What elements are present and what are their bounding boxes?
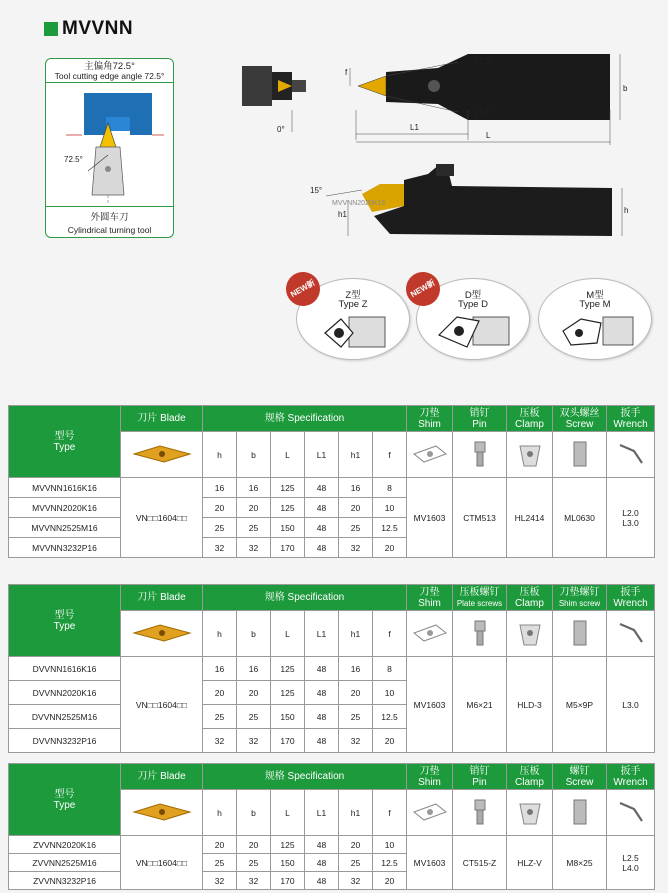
pin-icon (453, 790, 507, 836)
table-row (9, 478, 655, 498)
screw-icon (553, 432, 607, 478)
clamp-icon (507, 790, 553, 836)
accessory-header-cn: 扳手 (620, 407, 641, 419)
model-cell: ZVVNN3232P16 (9, 872, 121, 890)
dim-h: h (624, 206, 629, 215)
accessory-header-en: Screw (565, 418, 594, 430)
spec-cell: 10 (373, 836, 407, 854)
tool-marking: MVVNN2020K16 (332, 200, 386, 207)
spec-cell: 48 (305, 836, 339, 854)
type-m-en: Type M (579, 299, 611, 310)
accessory-value-3: HL2414 (507, 478, 553, 558)
type-z-en: Type Z (338, 299, 368, 310)
spec-cell: 32 (339, 729, 373, 753)
accessory-header-en: Clamp (515, 597, 544, 609)
accessory-header-3 (507, 764, 553, 790)
spec-cell: 125 (271, 657, 305, 681)
spec-cell: 32 (339, 538, 373, 558)
spec-cell: 170 (271, 729, 305, 753)
spec-cell: 170 (271, 538, 305, 558)
accessory-header-cn: 双头螺丝 (559, 407, 600, 419)
spec-col-h: h (203, 611, 237, 657)
clamp-icon (507, 611, 553, 657)
spec-table-1 (8, 405, 655, 558)
dim-angle-bottom: 17.5° (474, 108, 493, 117)
type-z-icon (319, 313, 391, 353)
accessory-header-en: Clamp (515, 776, 544, 788)
callout-caption-cn: 外圆车刀 (46, 206, 173, 223)
accessory-value-1: MV1603 (407, 478, 453, 558)
model-cell: MVVNN2020K16 (9, 498, 121, 518)
accessory-header-1 (407, 406, 453, 432)
accessory-header-4 (553, 764, 607, 790)
blade-icon (121, 432, 203, 478)
dim-h1: h1 (338, 210, 347, 219)
model-cell: DVVNN3232P16 (9, 729, 121, 753)
spec-cell: 25 (237, 854, 271, 872)
type-header (9, 585, 121, 657)
turning-diagram (46, 85, 173, 205)
spec-cell: 25 (237, 518, 271, 538)
spec-cell: 32 (203, 538, 237, 558)
model-cell: MVVNN3232P16 (9, 538, 121, 558)
shim-icon (407, 611, 453, 657)
accessory-header-cn: 压板 (519, 586, 540, 598)
spec-table-3 (8, 763, 655, 890)
accessory-value-1: MV1603 (407, 657, 453, 753)
spec-table-2 (8, 584, 655, 753)
type-z-cn: Z型 (345, 290, 361, 301)
spec-cell: 48 (305, 705, 339, 729)
wrench-icon (607, 790, 655, 836)
model-cell: DVVNN2525M16 (9, 705, 121, 729)
spec-cell: 20 (237, 681, 271, 705)
accessory-value-3: HLD-3 (507, 657, 553, 753)
blade-code-cell: VN□□1604□□ (121, 836, 203, 890)
spec-col-L1: L1 (305, 611, 339, 657)
accessory-header-5 (607, 585, 655, 611)
spec-cell: 25 (203, 705, 237, 729)
screw-icon (553, 611, 607, 657)
table-row (9, 836, 655, 854)
model-cell: MVVNN1616K16 (9, 478, 121, 498)
spec-cell: 150 (271, 518, 305, 538)
spec-cell: 8 (373, 657, 407, 681)
blade-code-cell: VN□□1604□□ (121, 478, 203, 558)
accessory-header-en: Shim (418, 597, 441, 609)
accessory-header-en: Clamp (515, 418, 544, 430)
spec-cell: 150 (271, 854, 305, 872)
type-header-cn: 型号 (54, 788, 75, 800)
blade-icon (121, 790, 203, 836)
model-cell: MVVNN2525M16 (9, 518, 121, 538)
type-d-en: Type D (457, 299, 489, 310)
shim-icon (407, 432, 453, 478)
new-badge-z: NEW新 (280, 266, 326, 312)
type-m-cn: M型 (586, 290, 604, 301)
spec-cell: 32 (237, 872, 271, 890)
type-header (9, 764, 121, 836)
accessory-header-en: Pin (472, 776, 487, 788)
clamp-icon (507, 432, 553, 478)
blade-header: 刀片 Blade (121, 764, 203, 790)
spec-cell: 12.5 (373, 854, 407, 872)
accessory-header-cn: 压板螺钉 (459, 586, 500, 598)
spec-cell: 25 (339, 854, 373, 872)
accessory-header-2 (453, 406, 507, 432)
dim-L1: L1 (410, 123, 419, 132)
accessory-header-en: Shim (418, 776, 441, 788)
type-m-card (538, 278, 652, 360)
type-d-icon (433, 311, 513, 353)
spec-cell: 25 (339, 518, 373, 538)
spec-cell: 20 (203, 498, 237, 518)
new-badge-d: NEW新 (400, 266, 446, 312)
spec-cell: 12.5 (373, 705, 407, 729)
spec-col-h1: h1 (339, 432, 373, 478)
accessory-header-cn: 销钉 (469, 407, 490, 419)
spec-cell: 32 (237, 538, 271, 558)
spec-cell: 48 (305, 681, 339, 705)
spec-cell: 48 (305, 538, 339, 558)
accessory-header-cn: 扳手 (620, 586, 641, 598)
spec-col-L1: L1 (305, 790, 339, 836)
accessory-value-2: M6×21 (453, 657, 507, 753)
callout-title-cn: 主偏角72.5° (84, 61, 135, 72)
type-header (9, 406, 121, 478)
spec-col-L: L (271, 611, 305, 657)
spec-cell: 20 (373, 538, 407, 558)
spec-header: 规格 Specification (203, 585, 407, 611)
spec-col-b: b (237, 611, 271, 657)
spec-cell: 16 (339, 657, 373, 681)
accessory-header-cn: 销钉 (469, 765, 490, 777)
title-marker (44, 22, 58, 36)
table-row (9, 657, 655, 681)
accessory-header-5 (607, 406, 655, 432)
type-d-cn: D型 (464, 290, 482, 301)
accessory-header-en: Screw (565, 776, 594, 788)
dim-L: L (486, 131, 491, 140)
accessory-value-4: M8×25 (553, 836, 607, 890)
spec-cell: 10 (373, 681, 407, 705)
accessory-value-5: L3.0 (607, 657, 655, 753)
accessory-header-4 (553, 585, 607, 611)
model-cell: ZVVNN2020K16 (9, 836, 121, 854)
spec-col-h: h (203, 790, 237, 836)
spec-cell: 16 (237, 478, 271, 498)
accessory-header-3 (507, 406, 553, 432)
accessory-header-2 (453, 585, 507, 611)
dim-f: f (345, 68, 348, 77)
accessory-header-cn: 刀垫 (419, 765, 440, 777)
accessory-header-en: Wrench (613, 776, 648, 788)
spec-cell: 20 (237, 498, 271, 518)
spec-cell: 48 (305, 854, 339, 872)
accessory-value-5: L2.0 L3.0 (607, 478, 655, 558)
spec-col-h1: h1 (339, 790, 373, 836)
spec-cell: 125 (271, 836, 305, 854)
type-header-en: Type (53, 799, 76, 811)
wrench-icon (607, 432, 655, 478)
spec-cell: 25 (203, 854, 237, 872)
accessory-header-en: Shim (418, 418, 441, 430)
accessory-value-2: CT515-Z (453, 836, 507, 890)
accessory-header-cn: 刀垫螺钉 (559, 586, 600, 598)
accessory-header-cn: 压板 (519, 765, 540, 777)
spec-cell: 25 (237, 705, 271, 729)
spec-cell: 16 (203, 478, 237, 498)
screw-icon (553, 790, 607, 836)
spec-col-b: b (237, 790, 271, 836)
blade-icon (121, 611, 203, 657)
spec-cell: 16 (339, 478, 373, 498)
spec-cell: 48 (305, 657, 339, 681)
blade-header: 刀片 Blade (121, 585, 203, 611)
type-header-en: Type (53, 620, 76, 632)
spec-col-L: L (271, 790, 305, 836)
type-header-cn: 型号 (54, 430, 75, 442)
accessory-value-1: MV1603 (407, 836, 453, 890)
accessory-header-5 (607, 764, 655, 790)
spec-cell: 32 (203, 872, 237, 890)
spec-cell: 125 (271, 498, 305, 518)
accessory-header-en: Pin (472, 418, 487, 430)
accessory-header-en: Shim screw (558, 598, 601, 608)
dim-angle-top: 17.5° (474, 57, 493, 66)
spec-cell: 25 (203, 518, 237, 538)
spec-col-h1: h1 (339, 611, 373, 657)
accessory-header-cn: 压板 (519, 407, 540, 419)
type-header-cn: 型号 (54, 609, 75, 621)
spec-cell: 20 (373, 872, 407, 890)
spec-cell: 48 (305, 872, 339, 890)
spec-cell: 12.5 (373, 518, 407, 538)
accessory-header-en: Plate screws (456, 598, 503, 608)
accessory-header-3 (507, 585, 553, 611)
accessory-value-4: M5×9P (553, 657, 607, 753)
page-title: MVVNN (62, 18, 134, 39)
blade-code-cell: VN□□1604□□ (121, 657, 203, 753)
spec-cell: 8 (373, 478, 407, 498)
spec-cell: 32 (237, 729, 271, 753)
pin-icon (453, 611, 507, 657)
spec-cell: 16 (237, 657, 271, 681)
accessory-header-cn: 刀垫 (419, 407, 440, 419)
dim-b: b (623, 84, 628, 93)
accessory-header-cn: 刀垫 (419, 586, 440, 598)
tool-top-view (238, 50, 658, 150)
accessory-value-3: HLZ-V (507, 836, 553, 890)
spec-cell: 125 (271, 681, 305, 705)
spec-cell: 20 (339, 498, 373, 518)
model-cell: DVVNN1616K16 (9, 657, 121, 681)
spec-cell: 48 (305, 498, 339, 518)
spec-cell: 20 (203, 681, 237, 705)
cutting-angle-callout (45, 58, 174, 238)
spec-cell: 32 (203, 729, 237, 753)
spec-col-L1: L1 (305, 432, 339, 478)
spec-cell: 48 (305, 478, 339, 498)
spec-col-L: L (271, 432, 305, 478)
spec-cell: 20 (203, 836, 237, 854)
accessory-header-en: Wrench (613, 418, 648, 430)
spec-cell: 10 (373, 498, 407, 518)
spec-cell: 20 (339, 681, 373, 705)
spec-cell: 170 (271, 872, 305, 890)
accessory-value-5: L2.5 L4.0 (607, 836, 655, 890)
callout-caption-en: Cylindrical turning tool (67, 225, 152, 235)
callout-title-en: Tool cutting edge angle 72.5° (46, 71, 173, 83)
dim-angle-15: 15° (310, 186, 323, 195)
accessory-header-4 (553, 406, 607, 432)
accessory-header-1 (407, 585, 453, 611)
model-cell: DVVNN2020K16 (9, 681, 121, 705)
spec-cell: 20 (237, 836, 271, 854)
dim-angle-zero: 0° (277, 125, 285, 134)
spec-cell: 16 (203, 657, 237, 681)
accessory-header-2 (453, 764, 507, 790)
spec-col-b: b (237, 432, 271, 478)
spec-cell: 125 (271, 478, 305, 498)
model-cell: ZVVNN2525M16 (9, 854, 121, 872)
accessory-value-4: ML0630 (553, 478, 607, 558)
spec-cell: 25 (339, 705, 373, 729)
spec-header: 规格 Specification (203, 406, 407, 432)
blade-header: 刀片 Blade (121, 406, 203, 432)
spec-header: 规格 Specification (203, 764, 407, 790)
accessory-value-2: CTM513 (453, 478, 507, 558)
spec-col-f: f (373, 790, 407, 836)
shim-icon (407, 790, 453, 836)
callout-angle-label: 72.5° (64, 155, 83, 164)
spec-cell: 32 (339, 872, 373, 890)
accessory-header-en: Wrench (613, 597, 648, 609)
type-m-icon (557, 311, 637, 353)
spec-col-f: f (373, 432, 407, 478)
spec-cell: 20 (339, 836, 373, 854)
wrench-icon (607, 611, 655, 657)
accessory-header-cn: 扳手 (620, 765, 641, 777)
spec-col-f: f (373, 611, 407, 657)
accessory-header-cn: 螺钉 (569, 765, 590, 777)
spec-col-h: h (203, 432, 237, 478)
type-header-en: Type (53, 441, 76, 453)
spec-cell: 48 (305, 518, 339, 538)
spec-cell: 150 (271, 705, 305, 729)
spec-cell: 20 (373, 729, 407, 753)
spec-cell: 48 (305, 729, 339, 753)
pin-icon (453, 432, 507, 478)
accessory-header-1 (407, 764, 453, 790)
